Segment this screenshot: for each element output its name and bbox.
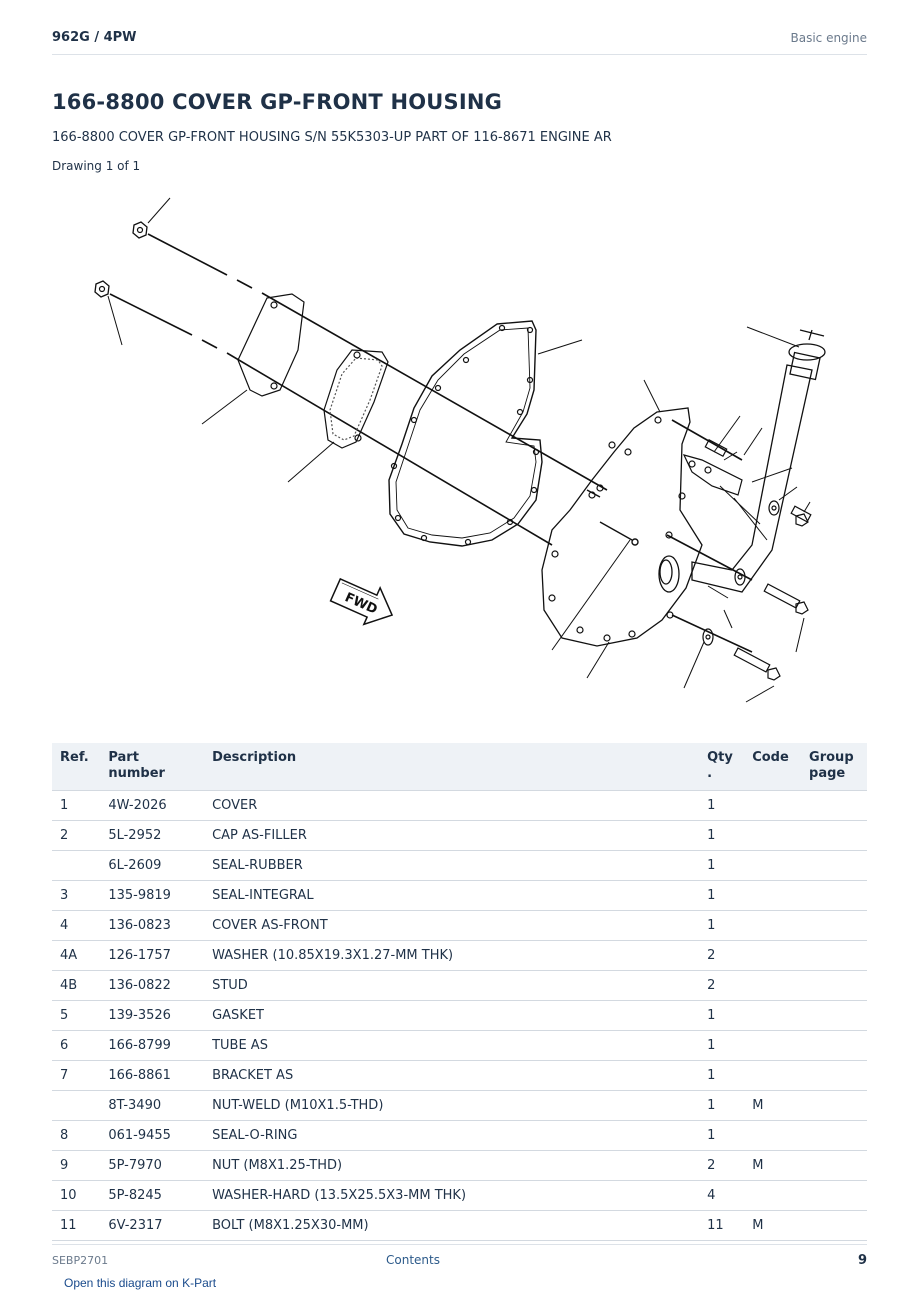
cell-group xyxy=(801,1181,867,1211)
filler-tube xyxy=(659,330,825,592)
table-row xyxy=(52,1031,867,1061)
parts-table-header xyxy=(52,743,867,791)
cell-code xyxy=(744,941,801,971)
cell-qty: 1 xyxy=(699,881,744,911)
cell-desc: SEAL-INTEGRAL xyxy=(204,881,699,911)
cell-ref: 5 xyxy=(52,1001,100,1031)
cell-part: 5P-7970 xyxy=(100,1151,204,1181)
nut-upper xyxy=(133,222,147,238)
cell-qty: 1 xyxy=(699,1091,744,1121)
cell-qty: 1 xyxy=(699,1061,744,1091)
hardware xyxy=(703,440,811,680)
cell-ref: 8 xyxy=(52,1121,100,1151)
cell-code xyxy=(744,911,801,941)
cell-group xyxy=(801,851,867,881)
cell-ref: 4A xyxy=(52,941,100,971)
cell-group xyxy=(801,911,867,941)
cell-group xyxy=(801,1001,867,1031)
cell-code xyxy=(744,851,801,881)
fwd-arrow xyxy=(327,572,400,634)
cell-code xyxy=(744,1001,801,1031)
cell-part: 5P-8245 xyxy=(100,1181,204,1211)
table-row xyxy=(52,881,867,911)
section-label: Basic engine xyxy=(790,31,867,45)
model-label: 962G / 4PW xyxy=(52,30,137,45)
col-header-code: Code xyxy=(744,743,801,791)
cell-code xyxy=(744,971,801,1001)
cell-code xyxy=(744,881,801,911)
cell-part: 135-9819 xyxy=(100,881,204,911)
gasket xyxy=(389,321,542,546)
table-row xyxy=(52,851,867,881)
front-cover-housing xyxy=(542,408,702,646)
drawing-count: Drawing 1 of 1 xyxy=(52,159,141,173)
cell-qty: 2 xyxy=(699,941,744,971)
cell-qty: 1 xyxy=(699,911,744,941)
col-header-part: Part number xyxy=(100,743,204,791)
cell-ref: 4B xyxy=(52,971,100,1001)
cell-code xyxy=(744,1031,801,1061)
table-row xyxy=(52,1121,867,1151)
cell-code xyxy=(744,1061,801,1091)
page-number: 9 xyxy=(857,1253,867,1268)
page-subtitle: 166-8800 COVER GP-FRONT HOUSING S/N 55K5303-UP PART OF 116-8671 ENGINE AR xyxy=(52,130,612,145)
cell-group xyxy=(801,1061,867,1091)
cell-ref: 6 xyxy=(52,1031,100,1061)
cell-desc: BOLT (M8X1.25X30-MM) xyxy=(204,1211,699,1241)
cell-group xyxy=(801,971,867,1001)
cell-ref: 11 xyxy=(52,1211,100,1241)
cell-desc: NUT-WELD (M10X1.5-THD) xyxy=(204,1091,699,1121)
cell-part: 5L-2952 xyxy=(100,821,204,851)
cell-code xyxy=(744,1181,801,1211)
cell-part: 166-8799 xyxy=(100,1031,204,1061)
table-row xyxy=(52,911,867,941)
cell-group xyxy=(801,1151,867,1181)
table-row xyxy=(52,1181,867,1211)
table-row xyxy=(52,1211,867,1241)
cell-group xyxy=(801,791,867,821)
cell-part: 166-8861 xyxy=(100,1061,204,1091)
cell-desc: COVER AS-FRONT xyxy=(204,911,699,941)
cell-group xyxy=(801,1091,867,1121)
cell-desc: BRACKET AS xyxy=(204,1061,699,1091)
cell-qty: 2 xyxy=(699,971,744,1001)
cell-part: 061-9455 xyxy=(100,1121,204,1151)
cell-code: M xyxy=(744,1211,801,1241)
cell-part: 4W-2026 xyxy=(100,791,204,821)
table-row xyxy=(52,1151,867,1181)
cell-part: 136-0822 xyxy=(100,971,204,1001)
cell-group xyxy=(801,821,867,851)
cell-ref: 7 xyxy=(52,1061,100,1091)
cell-group xyxy=(801,881,867,911)
cell-desc: CAP AS-FILLER xyxy=(204,821,699,851)
parts-table-body xyxy=(52,791,867,1241)
document-id: SEBP2701 xyxy=(52,1254,109,1267)
cell-ref: 1 xyxy=(52,791,100,821)
open-kpart-link[interactable]: Open this diagram on K-Part xyxy=(64,1276,217,1290)
cell-group xyxy=(801,1211,867,1241)
leader-lines xyxy=(108,198,810,702)
cell-desc: SEAL-O-RING xyxy=(204,1121,699,1151)
cell-qty: 1 xyxy=(699,1031,744,1061)
cell-group xyxy=(801,1031,867,1061)
cell-desc: WASHER (10.85X19.3X1.27-MM THK) xyxy=(204,941,699,971)
cover-plate xyxy=(238,294,304,396)
cell-code xyxy=(744,1121,801,1151)
contents-link[interactable]: Contents xyxy=(386,1253,440,1267)
cell-ref xyxy=(52,851,100,881)
page-footer xyxy=(52,1244,867,1275)
cell-ref: 4 xyxy=(52,911,100,941)
cell-desc: NUT (M8X1.25-THD) xyxy=(204,1151,699,1181)
cell-qty: 1 xyxy=(699,791,744,821)
cell-desc: STUD xyxy=(204,971,699,1001)
cell-code: M xyxy=(744,1151,801,1181)
parts-table xyxy=(52,743,867,1241)
cell-ref xyxy=(52,1091,100,1121)
cell-code xyxy=(744,821,801,851)
table-row xyxy=(52,1001,867,1031)
cell-ref: 3 xyxy=(52,881,100,911)
cell-qty: 1 xyxy=(699,851,744,881)
cell-part: 8T-3490 xyxy=(100,1091,204,1121)
cell-part: 139-3526 xyxy=(100,1001,204,1031)
exploded-parts-diagram xyxy=(52,190,867,710)
cell-part: 6L-2609 xyxy=(100,851,204,881)
cell-group xyxy=(801,941,867,971)
nut-lower xyxy=(95,281,109,297)
page-title: 166-8800 COVER GP-FRONT HOUSING xyxy=(52,90,503,114)
table-row xyxy=(52,941,867,971)
table-row xyxy=(52,1061,867,1091)
cell-part: 126-1757 xyxy=(100,941,204,971)
page-header xyxy=(52,28,867,55)
bracket xyxy=(684,455,742,495)
cell-desc: GASKET xyxy=(204,1001,699,1031)
cell-desc: WASHER-HARD (13.5X25.5X3-MM THK) xyxy=(204,1181,699,1211)
cell-desc: SEAL-RUBBER xyxy=(204,851,699,881)
col-header-ref: Ref. xyxy=(52,743,100,791)
cell-desc: TUBE AS xyxy=(204,1031,699,1061)
cell-desc: COVER xyxy=(204,791,699,821)
table-row xyxy=(52,971,867,1001)
cell-ref: 2 xyxy=(52,821,100,851)
table-row xyxy=(52,791,867,821)
col-header-desc: Description xyxy=(204,743,699,791)
cell-qty: 1 xyxy=(699,1001,744,1031)
cell-ref: 10 xyxy=(52,1181,100,1211)
cell-qty: 11 xyxy=(699,1211,744,1241)
center-lines xyxy=(110,234,752,652)
table-row xyxy=(52,821,867,851)
table-row xyxy=(52,1091,867,1121)
cell-qty: 1 xyxy=(699,1121,744,1151)
cell-code: M xyxy=(744,1091,801,1121)
col-header-group: Group page xyxy=(801,743,867,791)
cell-part: 6V-2317 xyxy=(100,1211,204,1241)
cell-ref: 9 xyxy=(52,1151,100,1181)
cell-qty: 4 xyxy=(699,1181,744,1211)
cell-group xyxy=(801,1121,867,1151)
cell-code xyxy=(744,791,801,821)
cell-qty: 2 xyxy=(699,1151,744,1181)
cell-qty: 1 xyxy=(699,821,744,851)
integral-seal xyxy=(324,350,388,448)
col-header-qty: Qty . xyxy=(699,743,744,791)
studs xyxy=(587,490,638,545)
fwd-label: FWD xyxy=(342,590,380,618)
cell-part: 136-0823 xyxy=(100,911,204,941)
